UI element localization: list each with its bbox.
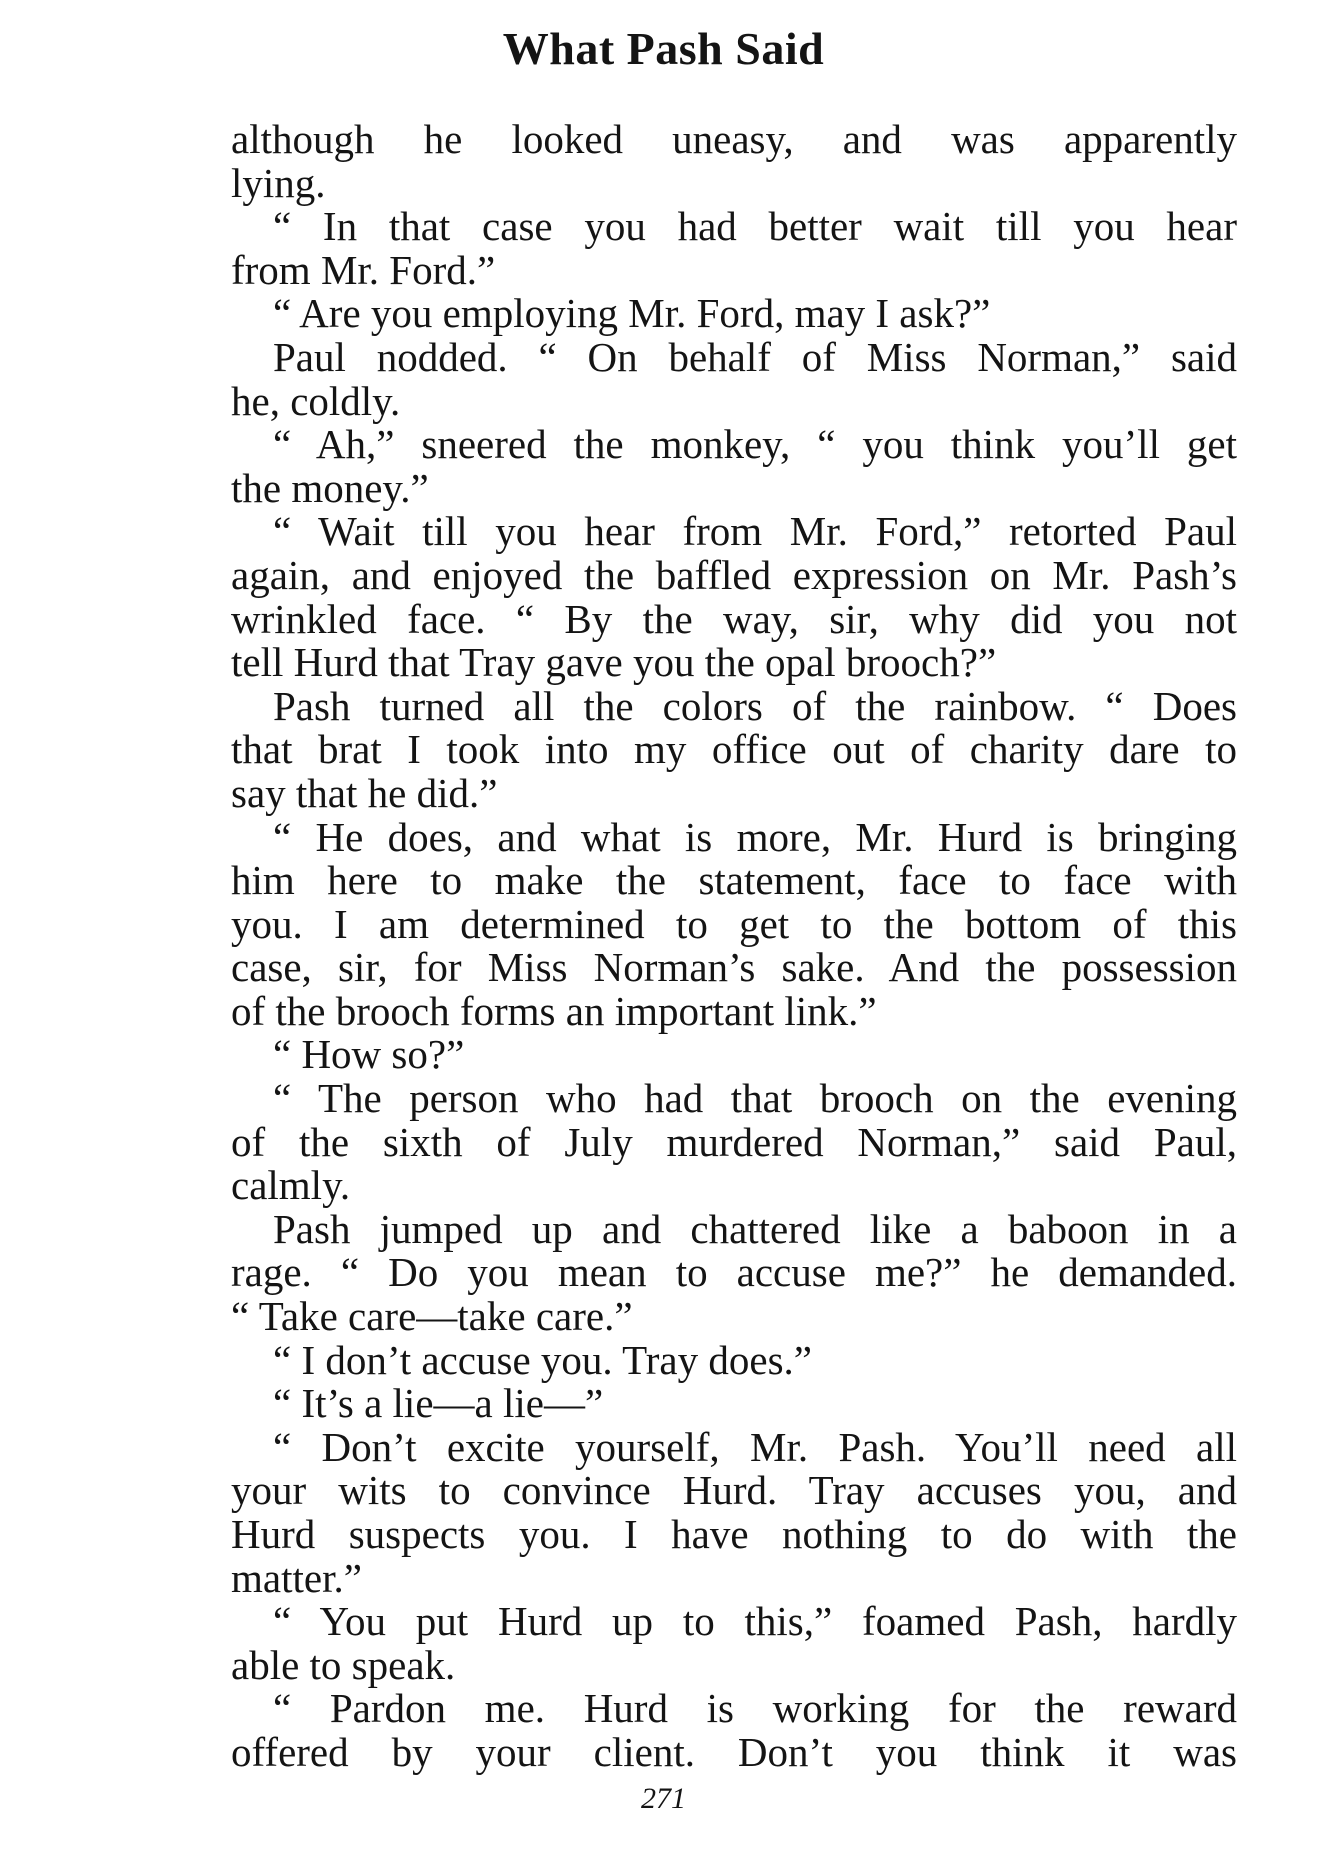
text-line: lying. xyxy=(231,159,326,206)
text-line: rage. “ Do you mean to accuse me?” he demanded. xyxy=(231,1249,1237,1296)
text-line: “ How so?” xyxy=(273,1031,465,1078)
text-line: calmly. xyxy=(231,1162,351,1209)
text-line: say that he did.” xyxy=(231,769,498,816)
text-line: from Mr. Ford.” xyxy=(231,246,496,293)
text-line: your wits to convince Hurd. Tray accuses you, and xyxy=(231,1467,1237,1514)
text-line: Paul nodded. “ On behalf of Miss Norman,” said xyxy=(273,333,1237,380)
text-line: able to speak. xyxy=(231,1641,456,1688)
text-line: again, and enjoyed the baffled expression on Mr. Pash’s xyxy=(231,551,1237,598)
text-line: Pash turned all the colors of the rainbow. “ Does xyxy=(273,682,1237,729)
text-line: Hurd suspects you. I have nothing to do with the xyxy=(231,1511,1237,1557)
text-line: that brat I took into my office out of charity dare to xyxy=(231,726,1237,773)
text-line: he, coldly. xyxy=(231,377,401,424)
text-line: “ Pardon me. Hurd is working for the reward xyxy=(273,1685,1237,1732)
text-line: “ Wait till you hear from Mr. Ford,” retorted Paul xyxy=(273,508,1237,555)
page-number: 271 xyxy=(641,1782,686,1815)
text-line: of the brooch forms an important link.” xyxy=(231,987,877,1034)
text-line: “ In that case you had better wait till you hear xyxy=(273,203,1237,250)
text-line: offered by your client. Don’t you think it was xyxy=(231,1728,1237,1775)
text-line: tell Hurd that Tray gave you the opal brooch?” xyxy=(231,639,997,686)
text-line: “ Ah,” sneered the monkey, “ you think you’ll get xyxy=(273,421,1237,468)
text-line: you. I am determined to get to the bottom of this xyxy=(231,900,1237,947)
text-line: him here to make the statement, face to face with xyxy=(231,857,1237,904)
running-head: What Pash Said xyxy=(502,23,825,74)
text-line: “ Are you employing Mr. Ford, may I ask?” xyxy=(273,290,991,337)
text-line: matter.” xyxy=(231,1554,362,1601)
text-line: the money.” xyxy=(231,464,429,511)
text-line: “ The person who had that brooch on the evening xyxy=(273,1075,1237,1122)
body-text xyxy=(231,118,1237,1775)
text-line: “ You put Hurd up to this,” foamed Pash, hardly xyxy=(273,1598,1237,1645)
text-line: wrinkled face. “ By the way, sir, why did you not xyxy=(231,595,1237,642)
text-line: Pash jumped up and chattered like a baboon in a xyxy=(273,1205,1237,1252)
text-line: “ He does, and what is more, Mr. Hurd is bringing xyxy=(273,813,1237,860)
text-line: “ Take care—take care.” xyxy=(231,1293,633,1340)
text-line: although he looked uneasy, and was apparently xyxy=(231,116,1237,162)
text-line: “ It’s a lie—a lie—” xyxy=(273,1380,604,1427)
text-line: “ Don’t excite yourself, Mr. Pash. You’ll need all xyxy=(273,1423,1237,1470)
text-line: of the sixth of July murdered Norman,” said Paul, xyxy=(231,1118,1237,1165)
text-line: “ I don’t accuse you. Tray does.” xyxy=(273,1336,812,1383)
text-line: case, sir, for Miss Norman’s sake. And the possession xyxy=(231,944,1237,991)
